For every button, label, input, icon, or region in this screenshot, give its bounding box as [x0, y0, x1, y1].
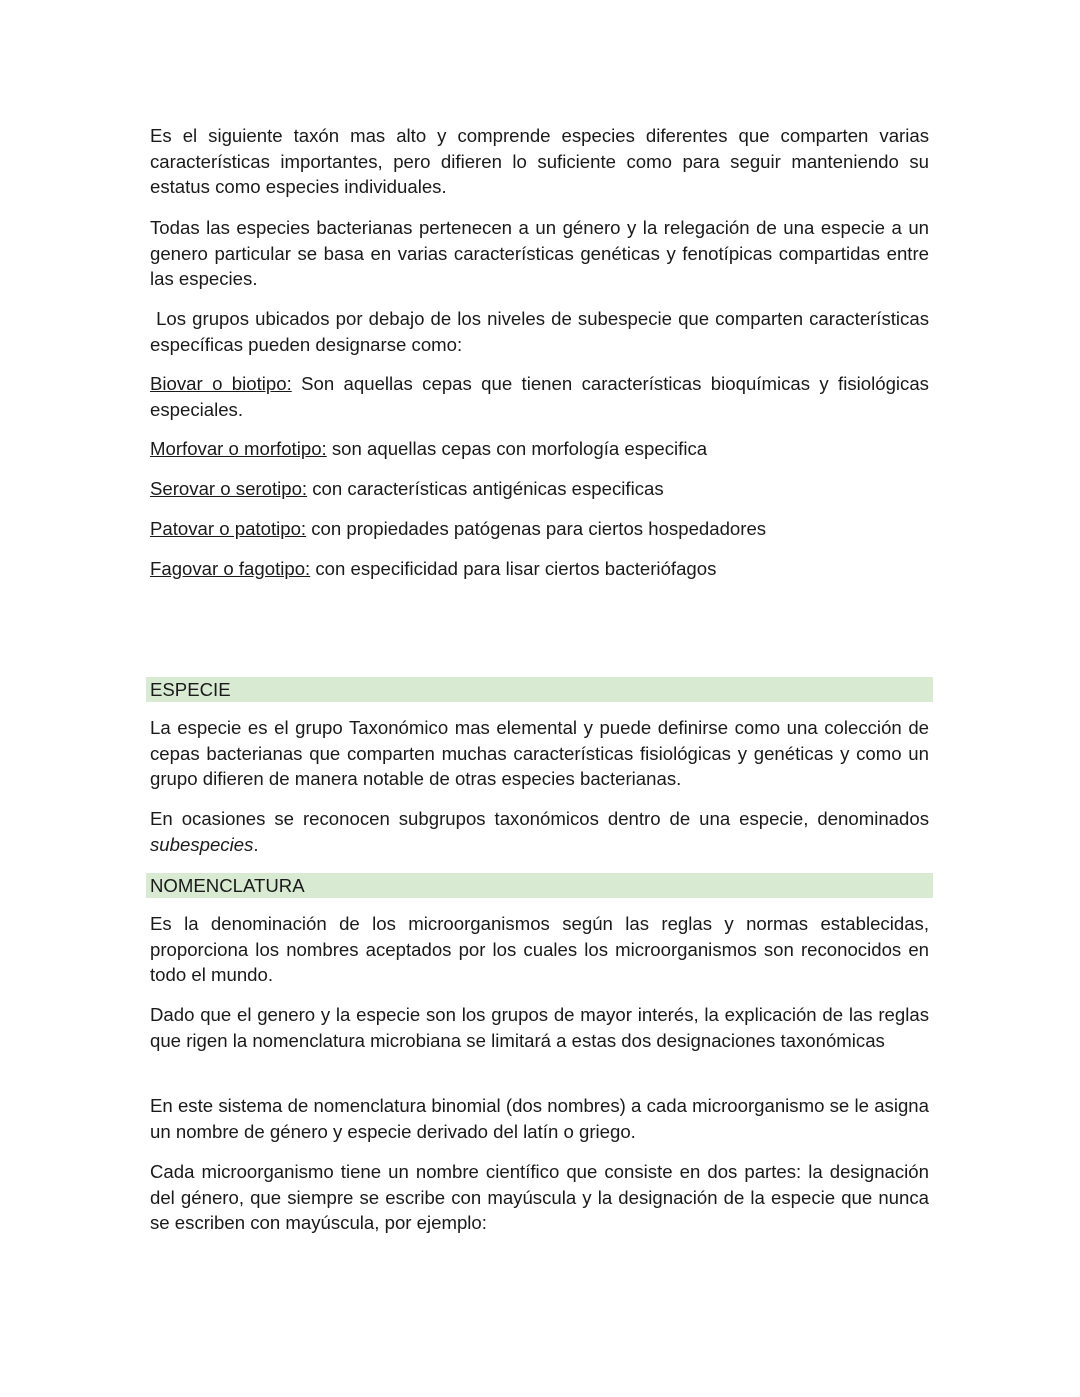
paragraph: Dado que el genero y la especie son los grupos de mayor interés, la explicación de las reglas que rigen la nomenclatura microbiana se limitará a estas dos designaciones taxonómicas [150, 1004, 929, 1051]
definition-patovar [150, 516, 929, 542]
paragraph: Todas las especies bacterianas pertenecen a un género y la relegación de una especie a un genero particular se basa en varias características genéticas y fenotípicas compartidas entre las especies. [150, 217, 929, 290]
definition-fagovar [150, 556, 929, 582]
paragraph: Cada microorganismo tiene un nombre científico que consiste en dos partes: la designación del género, que siempre se escribe con mayúscula y la designación de la especie que nunca se escriben con mayúscula, por ejemplo: [150, 1161, 929, 1234]
definition-text: Son aquellas cepas que tienen características bioquímicas y fisiológicas especiales. [150, 373, 929, 420]
text: En ocasiones se reconocen subgrupos taxonómicos dentro de una especie, denominados [150, 808, 929, 829]
section-heading-nomenclatura: NOMENCLATURA [146, 873, 933, 898]
definition-text: con características antigénicas especificas [307, 478, 664, 499]
term: Patovar o patotipo: [150, 518, 307, 539]
term: Fagovar o fagotipo: [150, 558, 311, 579]
definition-biovar [150, 371, 929, 422]
italic-term: subespecies [150, 833, 254, 855]
definition-morfovar [150, 436, 929, 462]
term: Serovar o serotipo: [150, 478, 308, 499]
text: . [253, 833, 259, 855]
definition-text: son aquellas cepas con morfología especifica [326, 438, 708, 459]
paragraph: En este sistema de nomenclatura binomial (dos nombres) a cada microorganismo se le asigna un nombre de género y especie derivado del latín o griego. [150, 1095, 929, 1142]
definition-text: con propiedades patógenas para ciertos hospedadores [306, 518, 767, 539]
paragraph: Los grupos ubicados por debajo de los niveles de subespecie que comparten características específicas pueden designarse como: [150, 308, 935, 355]
section-heading-especie: ESPECIE [146, 677, 933, 702]
paragraph: Es la denominación de los microorganismos según las reglas y normas establecidas, proporciona los nombres aceptados por los cuales los microorganismos son reconocidos en todo el mundo. [150, 913, 929, 986]
paragraph: Es el siguiente taxón mas alto y comprende especies diferentes que comparten varias características importantes, pero difieren lo suficiente como para seguir manteniendo su estatus como especies individuales. [150, 125, 929, 198]
paragraph [150, 806, 929, 857]
term: Morfovar o morfotipo: [150, 438, 327, 459]
definition-serovar [150, 476, 929, 502]
definition-text: con especificidad para lisar ciertos bacteriófagos [310, 558, 717, 579]
paragraph: La especie es el grupo Taxonómico mas elemental y puede definirse como una colección de cepas bacterianas que comparten muchas características fisiológicas y genéticas y como un grupo difieren de manera notable de otras especies bacterianas. [150, 717, 929, 790]
term: Biovar o biotipo: [150, 373, 292, 394]
